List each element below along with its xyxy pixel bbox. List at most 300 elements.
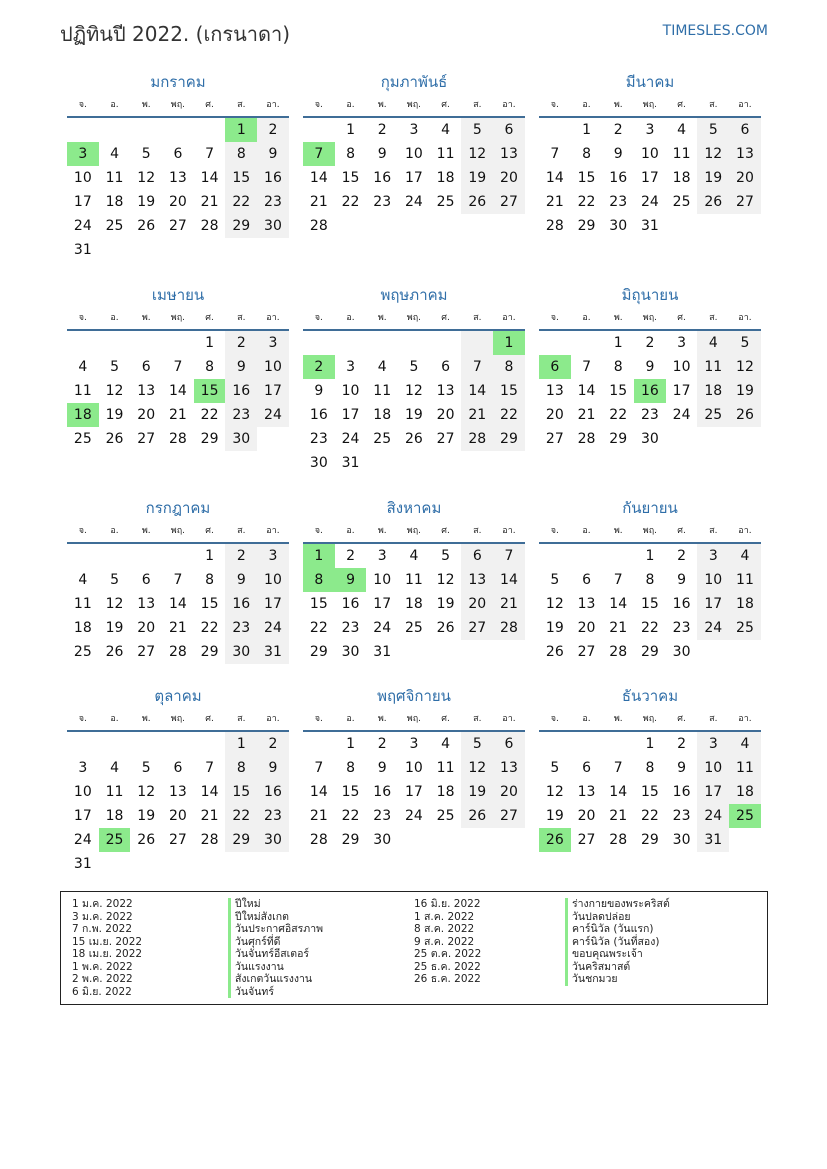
weekday-header <box>303 307 525 331</box>
day-cell: 21 <box>168 407 187 423</box>
day-cell: 4 <box>441 122 451 138</box>
days-grid <box>67 331 289 451</box>
day-cell: 2 <box>257 732 289 756</box>
holiday-date: 9 ส.ค. 2022 <box>414 935 475 948</box>
holiday-date: 25 ต.ค. 2022 <box>414 948 482 960</box>
weekday-label: พฤ. <box>406 100 422 110</box>
empty-day-cell <box>130 238 162 262</box>
day-cell: 18 <box>729 780 761 804</box>
day-cell: 28 <box>577 431 596 447</box>
day-cell: 28 <box>200 218 219 234</box>
days-grid <box>67 118 289 262</box>
day-cell: 6 <box>582 760 591 776</box>
holiday-name: วันศุกร์ที่ดี <box>228 936 323 949</box>
day-cell: 23 <box>672 620 691 636</box>
day-cell: 23 <box>672 808 691 824</box>
day-cell: 16 <box>672 596 691 612</box>
weekday-label: ศ. <box>205 526 214 536</box>
day-cell: 1 <box>205 548 215 564</box>
weekday-header <box>67 307 289 331</box>
holiday-date: 15 เม.ย. 2022 <box>72 935 143 948</box>
empty-day-cell <box>539 544 571 568</box>
day-cell: 15 <box>640 784 659 800</box>
weekday-header <box>67 94 289 118</box>
holiday-date: 1 พ.ค. 2022 <box>72 960 133 973</box>
empty-day-cell <box>99 238 131 262</box>
day-cell: 19 <box>461 166 493 190</box>
day-cell: 5 <box>697 118 729 142</box>
day-cell: 4 <box>78 359 88 375</box>
day-cell: 14 <box>200 784 219 800</box>
day-cell: 9 <box>377 146 387 162</box>
day-cell: 4 <box>697 331 729 355</box>
day-cell: 12 <box>545 784 564 800</box>
weekday-label: อ. <box>582 714 591 724</box>
day-cell: 30 <box>640 431 659 447</box>
month-calendar <box>67 285 289 451</box>
day-cell: 18 <box>672 170 691 186</box>
empty-day-cell <box>430 451 462 475</box>
days-grid <box>67 544 289 664</box>
holiday-name: สังเกตวันแรงงาน <box>228 973 323 986</box>
holiday-name: วันคริสมาสต์ <box>565 961 670 974</box>
day-cell: 31 <box>640 218 659 234</box>
day-cell: 31 <box>697 828 729 852</box>
weekday-label: อ. <box>110 714 119 724</box>
empty-day-cell <box>162 544 194 568</box>
weekday-label: ศ. <box>677 714 686 724</box>
day-cell: 17 <box>373 596 392 612</box>
empty-day-cell <box>398 640 430 664</box>
day-cell: 2 <box>645 335 655 351</box>
holiday-day-cell: 2 <box>303 355 335 379</box>
day-cell: 3 <box>346 359 355 375</box>
day-cell: 2 <box>346 548 355 564</box>
day-cell: 22 <box>225 190 257 214</box>
day-cell: 8 <box>346 760 355 776</box>
day-cell: 24 <box>640 194 659 210</box>
day-cell: 15 <box>200 596 219 612</box>
day-cell: 21 <box>545 194 564 210</box>
day-cell: 1 <box>645 736 655 752</box>
day-cell: 25 <box>672 194 691 210</box>
day-cell: 28 <box>493 616 525 640</box>
day-cell: 5 <box>461 118 493 142</box>
day-cell: 7 <box>550 146 560 162</box>
month-name: สิงหาคม <box>386 499 442 517</box>
day-cell: 18 <box>105 808 124 824</box>
empty-day-cell <box>99 544 131 568</box>
day-cell: 22 <box>309 620 328 636</box>
day-cell: 21 <box>309 194 328 210</box>
day-cell: 27 <box>436 431 455 447</box>
day-cell: 5 <box>110 572 119 588</box>
weekday-label: อ. <box>346 313 355 323</box>
empty-day-cell <box>99 118 131 142</box>
empty-day-cell <box>366 331 398 355</box>
weekday-label: จ. <box>78 313 87 323</box>
empty-day-cell <box>571 732 603 756</box>
day-cell: 22 <box>341 194 360 210</box>
month-name: พฤษภาคม <box>380 286 448 304</box>
holiday-dates-col-1 <box>72 898 142 998</box>
day-cell: 7 <box>613 572 623 588</box>
day-cell: 7 <box>613 760 623 776</box>
holiday-name: วันประกาศอิสรภาพ <box>228 923 323 936</box>
day-cell: 27 <box>545 431 564 447</box>
weekday-label: พ. <box>141 100 151 110</box>
day-cell: 28 <box>309 832 328 848</box>
weekday-label: พ. <box>613 100 623 110</box>
day-cell: 9 <box>613 146 623 162</box>
holiday-day-cell: 3 <box>67 142 99 166</box>
day-cell: 9 <box>225 355 257 379</box>
weekday-label: พ. <box>141 526 151 536</box>
month-calendar <box>303 72 525 238</box>
day-cell: 8 <box>205 572 215 588</box>
day-cell: 3 <box>377 548 387 564</box>
day-cell: 12 <box>729 355 761 379</box>
day-cell: 22 <box>225 804 257 828</box>
holiday-date: 2 พ.ค. 2022 <box>72 973 133 985</box>
day-cell: 11 <box>73 383 92 399</box>
day-cell: 8 <box>346 146 355 162</box>
empty-day-cell <box>493 214 525 238</box>
day-cell: 10 <box>697 568 729 592</box>
holiday-name: ปีใหม่สังเกต <box>228 911 323 924</box>
weekday-label: พ. <box>377 100 387 110</box>
weekday-label: พฤ. <box>642 526 658 536</box>
day-cell: 8 <box>493 355 525 379</box>
day-cell: 9 <box>677 572 687 588</box>
days-grid <box>303 118 525 238</box>
holiday-date: 1 ส.ค. 2022 <box>414 910 475 923</box>
holiday-name: คาร์นิวัล (วันแรก) <box>565 923 670 936</box>
weekday-header <box>303 708 525 732</box>
day-cell: 5 <box>409 359 419 375</box>
weekday-label: พฤ. <box>406 313 422 323</box>
day-cell: 29 <box>577 218 596 234</box>
day-cell: 7 <box>461 355 493 379</box>
empty-day-cell <box>571 331 603 355</box>
day-cell: 5 <box>141 146 151 162</box>
weekday-label: ส. <box>709 526 718 536</box>
day-cell: 5 <box>550 572 560 588</box>
month-name: พฤศจิกายน <box>377 687 451 705</box>
day-cell: 14 <box>577 383 596 399</box>
day-cell: 23 <box>609 194 628 210</box>
empty-day-cell <box>194 118 226 142</box>
day-cell: 26 <box>404 431 423 447</box>
weekday-label: อา. <box>266 526 280 536</box>
day-cell: 23 <box>341 620 360 636</box>
day-cell: 20 <box>545 407 564 423</box>
day-cell: 11 <box>105 784 124 800</box>
weekday-header <box>539 94 761 118</box>
weekday-header <box>303 94 525 118</box>
day-cell: 31 <box>257 640 289 664</box>
day-cell: 28 <box>200 832 219 848</box>
day-cell: 25 <box>105 218 124 234</box>
day-cell: 14 <box>200 170 219 186</box>
empty-day-cell <box>303 331 335 355</box>
day-cell: 13 <box>493 142 525 166</box>
day-cell: 26 <box>105 431 124 447</box>
day-cell: 19 <box>436 596 455 612</box>
day-cell: 10 <box>341 383 360 399</box>
days-grid <box>539 118 761 238</box>
weekday-label: อา. <box>266 100 280 110</box>
day-cell: 24 <box>404 194 423 210</box>
day-cell: 3 <box>257 331 289 355</box>
day-cell: 9 <box>257 756 289 780</box>
empty-day-cell <box>430 640 462 664</box>
holiday-day-cell: 9 <box>335 568 367 592</box>
day-cell: 19 <box>545 808 564 824</box>
day-cell: 11 <box>436 146 455 162</box>
day-cell: 22 <box>640 620 659 636</box>
day-cell: 16 <box>225 379 257 403</box>
weekday-label: อา. <box>266 714 280 724</box>
day-cell: 12 <box>404 383 423 399</box>
day-cell: 28 <box>609 644 628 660</box>
holiday-day-cell: 25 <box>729 804 761 828</box>
day-cell: 4 <box>729 544 761 568</box>
empty-day-cell <box>729 427 761 451</box>
day-cell: 1 <box>205 335 215 351</box>
empty-day-cell <box>67 544 99 568</box>
day-cell: 29 <box>493 427 525 451</box>
day-cell: 10 <box>73 170 92 186</box>
empty-day-cell <box>697 214 729 238</box>
day-cell: 17 <box>404 170 423 186</box>
month-calendar <box>67 498 289 664</box>
day-cell: 17 <box>697 780 729 804</box>
day-cell: 12 <box>436 572 455 588</box>
empty-day-cell <box>162 852 194 876</box>
holiday-day-cell: 1 <box>225 118 257 142</box>
weekday-label: ส. <box>237 100 246 110</box>
day-cell: 9 <box>677 760 687 776</box>
day-cell: 13 <box>729 142 761 166</box>
day-cell: 2 <box>257 118 289 142</box>
day-cell: 14 <box>461 379 493 403</box>
empty-day-cell <box>666 427 698 451</box>
day-cell: 27 <box>577 644 596 660</box>
weekday-label: ศ. <box>441 313 450 323</box>
day-cell: 24 <box>257 403 289 427</box>
day-cell: 15 <box>493 379 525 403</box>
day-cell: 20 <box>168 808 187 824</box>
day-cell: 10 <box>404 146 423 162</box>
day-cell: 16 <box>225 592 257 616</box>
day-cell: 13 <box>168 170 187 186</box>
day-cell: 21 <box>609 620 628 636</box>
day-cell: 7 <box>205 146 215 162</box>
day-cell: 6 <box>441 359 451 375</box>
day-cell: 4 <box>441 736 451 752</box>
weekday-label: จ. <box>314 100 323 110</box>
empty-day-cell <box>461 331 493 355</box>
weekday-label: พ. <box>613 313 623 323</box>
empty-day-cell <box>162 331 194 355</box>
empty-day-cell <box>461 214 493 238</box>
day-cell: 17 <box>341 407 360 423</box>
month-name: กุมภาพันธ์ <box>380 73 448 91</box>
day-cell: 7 <box>314 760 324 776</box>
weekday-label: พ. <box>613 714 623 724</box>
day-cell: 1 <box>582 122 591 138</box>
day-cell: 27 <box>168 218 187 234</box>
day-cell: 5 <box>550 760 560 776</box>
empty-day-cell <box>162 732 194 756</box>
empty-day-cell <box>398 331 430 355</box>
day-cell: 9 <box>314 383 324 399</box>
day-cell: 4 <box>729 732 761 756</box>
day-cell: 21 <box>493 592 525 616</box>
weekday-label: อ. <box>582 313 591 323</box>
day-cell: 6 <box>173 146 183 162</box>
empty-day-cell <box>461 828 493 852</box>
weekday-label: พ. <box>377 526 387 536</box>
day-cell: 29 <box>200 644 219 660</box>
day-cell: 29 <box>609 431 628 447</box>
day-cell: 7 <box>173 359 183 375</box>
day-cell: 22 <box>577 194 596 210</box>
day-cell: 6 <box>729 118 761 142</box>
empty-day-cell <box>225 238 257 262</box>
day-cell: 10 <box>404 760 423 776</box>
weekday-label: ส. <box>473 526 482 536</box>
day-cell: 13 <box>577 784 596 800</box>
weekday-label: ส. <box>473 100 482 110</box>
day-cell: 23 <box>309 431 328 447</box>
site-link[interactable]: TIMESLES.COM <box>662 23 768 39</box>
day-cell: 24 <box>697 616 729 640</box>
days-grid <box>303 331 525 475</box>
day-cell: 15 <box>341 170 360 186</box>
day-cell: 9 <box>377 760 387 776</box>
empty-day-cell <box>194 732 226 756</box>
day-cell: 15 <box>225 166 257 190</box>
empty-day-cell <box>194 852 226 876</box>
day-cell: 12 <box>461 142 493 166</box>
day-cell: 14 <box>493 568 525 592</box>
month-calendar <box>539 285 761 451</box>
weekday-header <box>539 520 761 544</box>
day-cell: 13 <box>493 756 525 780</box>
day-cell: 18 <box>729 592 761 616</box>
weekday-label: พฤ. <box>170 313 186 323</box>
day-cell: 20 <box>577 620 596 636</box>
day-cell: 26 <box>461 190 493 214</box>
holiday-name: วันแรงงาน <box>228 961 323 974</box>
day-cell: 8 <box>645 760 655 776</box>
day-cell: 21 <box>200 194 219 210</box>
month-calendar <box>539 686 761 852</box>
weekday-label: อา. <box>738 100 752 110</box>
day-cell: 17 <box>73 194 92 210</box>
weekday-label: อา. <box>738 313 752 323</box>
day-cell: 8 <box>582 146 591 162</box>
holiday-date: 1 ม.ค. 2022 <box>72 898 133 910</box>
weekday-label: ส. <box>237 714 246 724</box>
holiday-name: วันชกมวย <box>565 973 670 986</box>
empty-day-cell <box>539 331 571 355</box>
day-cell: 6 <box>141 572 151 588</box>
day-cell: 19 <box>404 407 423 423</box>
day-cell: 29 <box>200 431 219 447</box>
day-cell: 28 <box>545 218 564 234</box>
day-cell: 12 <box>105 383 124 399</box>
day-cell: 26 <box>545 644 564 660</box>
holiday-date: 6 มิ.ย. 2022 <box>72 985 132 998</box>
day-cell: 14 <box>309 170 328 186</box>
weekday-label: อ. <box>582 100 591 110</box>
weekday-label: อา. <box>738 714 752 724</box>
day-cell: 21 <box>200 808 219 824</box>
weekday-label: ส. <box>237 526 246 536</box>
day-cell: 30 <box>672 832 691 848</box>
day-cell: 21 <box>309 808 328 824</box>
weekday-label: อ. <box>346 526 355 536</box>
weekday-label: พ. <box>141 714 151 724</box>
holiday-names-col-2 <box>565 898 670 986</box>
weekday-header <box>303 520 525 544</box>
day-cell: 26 <box>461 804 493 828</box>
day-cell: 10 <box>257 355 289 379</box>
day-cell: 19 <box>461 780 493 804</box>
day-cell: 23 <box>257 804 289 828</box>
day-cell: 10 <box>73 784 92 800</box>
weekday-label: พฤ. <box>406 714 422 724</box>
empty-day-cell <box>130 852 162 876</box>
month-name: ธันวาคม <box>621 687 679 705</box>
day-cell: 24 <box>73 218 92 234</box>
day-cell: 7 <box>173 572 183 588</box>
day-cell: 29 <box>225 828 257 852</box>
day-cell: 4 <box>409 548 419 564</box>
day-cell: 12 <box>461 756 493 780</box>
day-cell: 1 <box>346 122 355 138</box>
empty-day-cell <box>130 732 162 756</box>
weekday-label: ศ. <box>441 526 450 536</box>
day-cell: 4 <box>78 572 88 588</box>
weekday-label: จ. <box>314 526 323 536</box>
day-cell: 31 <box>341 455 360 471</box>
day-cell: 10 <box>257 568 289 592</box>
holiday-day-cell: 7 <box>303 142 335 166</box>
day-cell: 13 <box>545 383 564 399</box>
empty-day-cell <box>493 640 525 664</box>
day-cell: 22 <box>609 407 628 423</box>
day-cell: 16 <box>257 780 289 804</box>
weekday-label: พฤ. <box>642 313 658 323</box>
day-cell: 25 <box>73 431 92 447</box>
weekday-label: ศ. <box>205 313 214 323</box>
empty-day-cell <box>130 331 162 355</box>
day-cell: 14 <box>309 784 328 800</box>
weekday-label: อ. <box>110 526 119 536</box>
empty-day-cell <box>67 118 99 142</box>
day-cell: 20 <box>168 194 187 210</box>
month-name: มกราคม <box>150 73 206 91</box>
empty-day-cell <box>162 238 194 262</box>
day-cell: 18 <box>373 407 392 423</box>
weekday-label: ส. <box>473 313 482 323</box>
weekday-label: อา. <box>502 100 516 110</box>
day-cell: 8 <box>225 756 257 780</box>
